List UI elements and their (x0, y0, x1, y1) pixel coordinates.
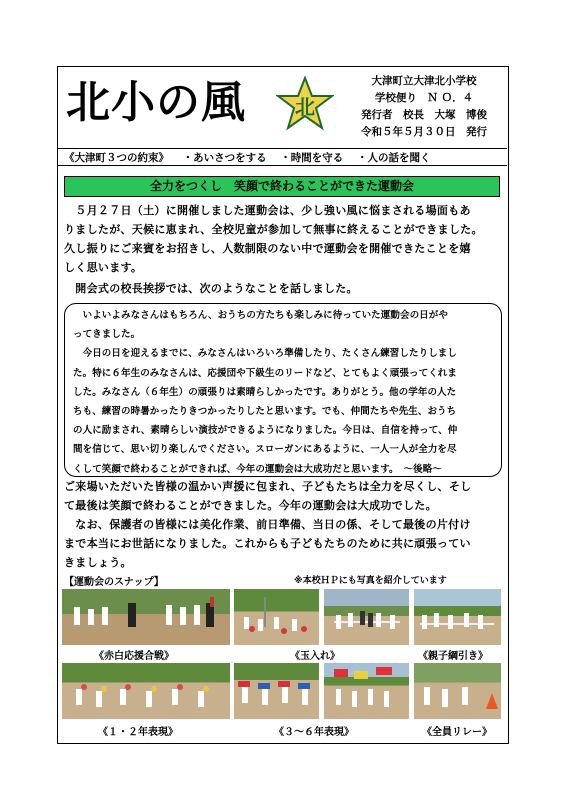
text-line: 今日の日を迎えるまでに、みなさんはいろいろ準備したり、たくさん練習したりしまし (73, 348, 458, 360)
text-line: くして笑顔で終わることができれば、今年の運動会は大成功だと思います。 ～後略～ (73, 463, 442, 475)
masthead (58, 67, 507, 147)
newsletter-title: 北小の風 (66, 77, 246, 128)
photo-parent-tug (414, 589, 501, 645)
school-name: 大津町立大津北小学校 (371, 75, 477, 87)
promise-item: ・時間を守る (280, 152, 344, 164)
text-line: いよいよみなさんはもちろん、おうちの方たちも楽しみに待っていた運動会の日がや (73, 310, 448, 321)
school-emblem-icon (276, 76, 334, 134)
article-headline: 全力をつくし 笑顔で終わることができた運動会 (64, 176, 500, 197)
photo-caption: 《３～６年表現》 (274, 727, 354, 738)
text-line: ５月２７日（土）に開催しました運動会は、少し強い風に悩まされる場面もあ (64, 204, 471, 217)
principal-speech-box (64, 303, 502, 477)
text-line: ってきました。 (73, 329, 141, 341)
photo-grade36-performance-b (324, 663, 409, 719)
photo-cheer-battle (62, 589, 230, 645)
town-promise-bar (58, 148, 507, 166)
publish-date: 令和５年５月３０日 発行 (361, 126, 487, 138)
photo-grade12-performance (62, 663, 230, 719)
text-line: りましたが、天候に恵まれ、全校児童が参加して無事に終えることができました。 (64, 223, 483, 236)
photo-grade36-performance-a (234, 663, 319, 719)
newsletter-page (57, 66, 509, 744)
text-line: の人に励まされ、素晴らしい演技ができるようになりました。今日は、自信を持って、仲 (73, 425, 458, 437)
text-line: ちも、練習の時暑かったりきつかったりしたと思います。でも、仲間たちや先生、おうち (73, 406, 457, 418)
photo-tug-of-war (324, 589, 409, 645)
paragraph-parents (64, 515, 502, 572)
photo-caption: 《１・２年表現》 (98, 727, 178, 738)
text-line: 久し振りにご来賓をお招きし、人数制限のない中で運動会を開催できたことを嬉 (64, 242, 471, 255)
snapshot-note: ※本校ＨＰにも写真を紹介しています (294, 576, 447, 586)
text-line: て最後は笑顔で終わることができました。今年の運動会は大成功でした。 (64, 499, 437, 512)
publication-info (346, 73, 502, 141)
photo-caption: 《玉入れ》 (290, 651, 340, 662)
text-line: きましょう。 (64, 556, 132, 569)
text-line: した。みなさん（６年生）の頑張りは素晴らしかったです。ありがとう。他の学年の人た (73, 386, 457, 398)
photo-caption: 《全員リレー》 (422, 727, 492, 738)
snapshot-heading: 【運動会のスナップ】 (64, 577, 164, 588)
promise-label: 《大津町３つの約束》 (64, 152, 169, 164)
issue-number: 学校便り Ｎ Ｏ．４ (374, 92, 474, 104)
svg-text:北: 北 (295, 95, 315, 119)
text-line: た。特に６年生のみなさんは、応援団や下級生のリードなど、とてもよく頑張ってくれま (73, 367, 458, 379)
text-line: しく思います。 (64, 261, 143, 274)
promise-item: ・あいさつをする (182, 152, 267, 164)
text-line: まで本当にお世話になりました。これからも子どもたちのために共に頑張ってい (64, 537, 471, 550)
text-line: なお、保護者の皆様には美化作業、前日準備、当日の係、そして最後の片付け (64, 518, 471, 531)
photo-ball-toss (234, 589, 319, 645)
paragraph-intro (64, 201, 502, 277)
text-line: 間を信じて、思い切り楽しんでください。スローガンにあるように、一人一人が全力を尽 (73, 444, 457, 456)
paragraph-thanks (64, 477, 502, 515)
photo-caption: 《親子綱引き》 (418, 651, 488, 662)
photo-all-relay (414, 663, 501, 719)
photo-caption: 《赤白応援合戦》 (94, 651, 174, 662)
publisher: 発行者 校長 大塚 博俊 (361, 109, 487, 121)
text-line: ご来場いただいた皆様の温かい声援に包まれ、子どもたちは全力を尽くし、そし (64, 480, 472, 493)
promise-item: ・人の話を聞く (356, 152, 431, 164)
paragraph-speech-intro: 開会式の校長挨拶では、次のようなことを話しました。 (64, 282, 358, 295)
